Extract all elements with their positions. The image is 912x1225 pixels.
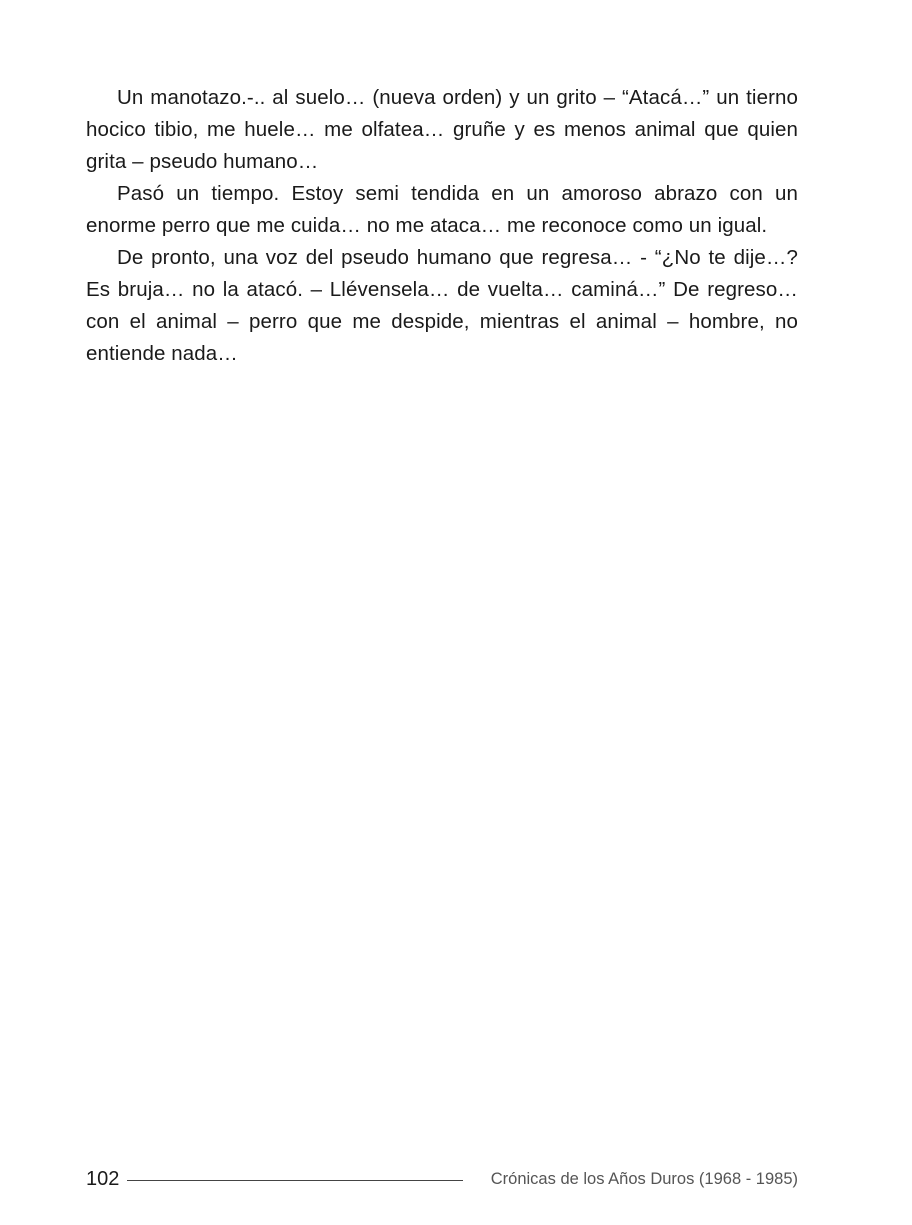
body-text <box>86 82 798 370</box>
paragraph: De pronto, una voz del pseudo humano que regresa… - “¿No te dije…? Es bruja… no la atacó. – Llévensela… de vuelta… caminá…” De regreso… con el animal – perro que me despide, mientras el animal – hombre, no entiende nada… <box>86 246 798 365</box>
paragraph: Pasó un tiempo. Estoy semi tendida en un amoroso abrazo con un enorme perro que me cuida… no me ataca… me reconoce como un igual. <box>86 182 798 237</box>
footer-rule <box>127 1180 463 1181</box>
paragraph: Un manotazo.-.. al suelo… (nueva orden) y un grito – “Atacá…” un tierno hocico tibio, me huele… me olfatea… gruñe y es menos animal que quien grita – pseudo humano… <box>86 86 798 173</box>
running-title: Crónicas de los Años Duros (1968 - 1985) <box>490 1169 798 1188</box>
page-number: 102 <box>86 1167 120 1190</box>
page-footer <box>86 1165 798 1193</box>
